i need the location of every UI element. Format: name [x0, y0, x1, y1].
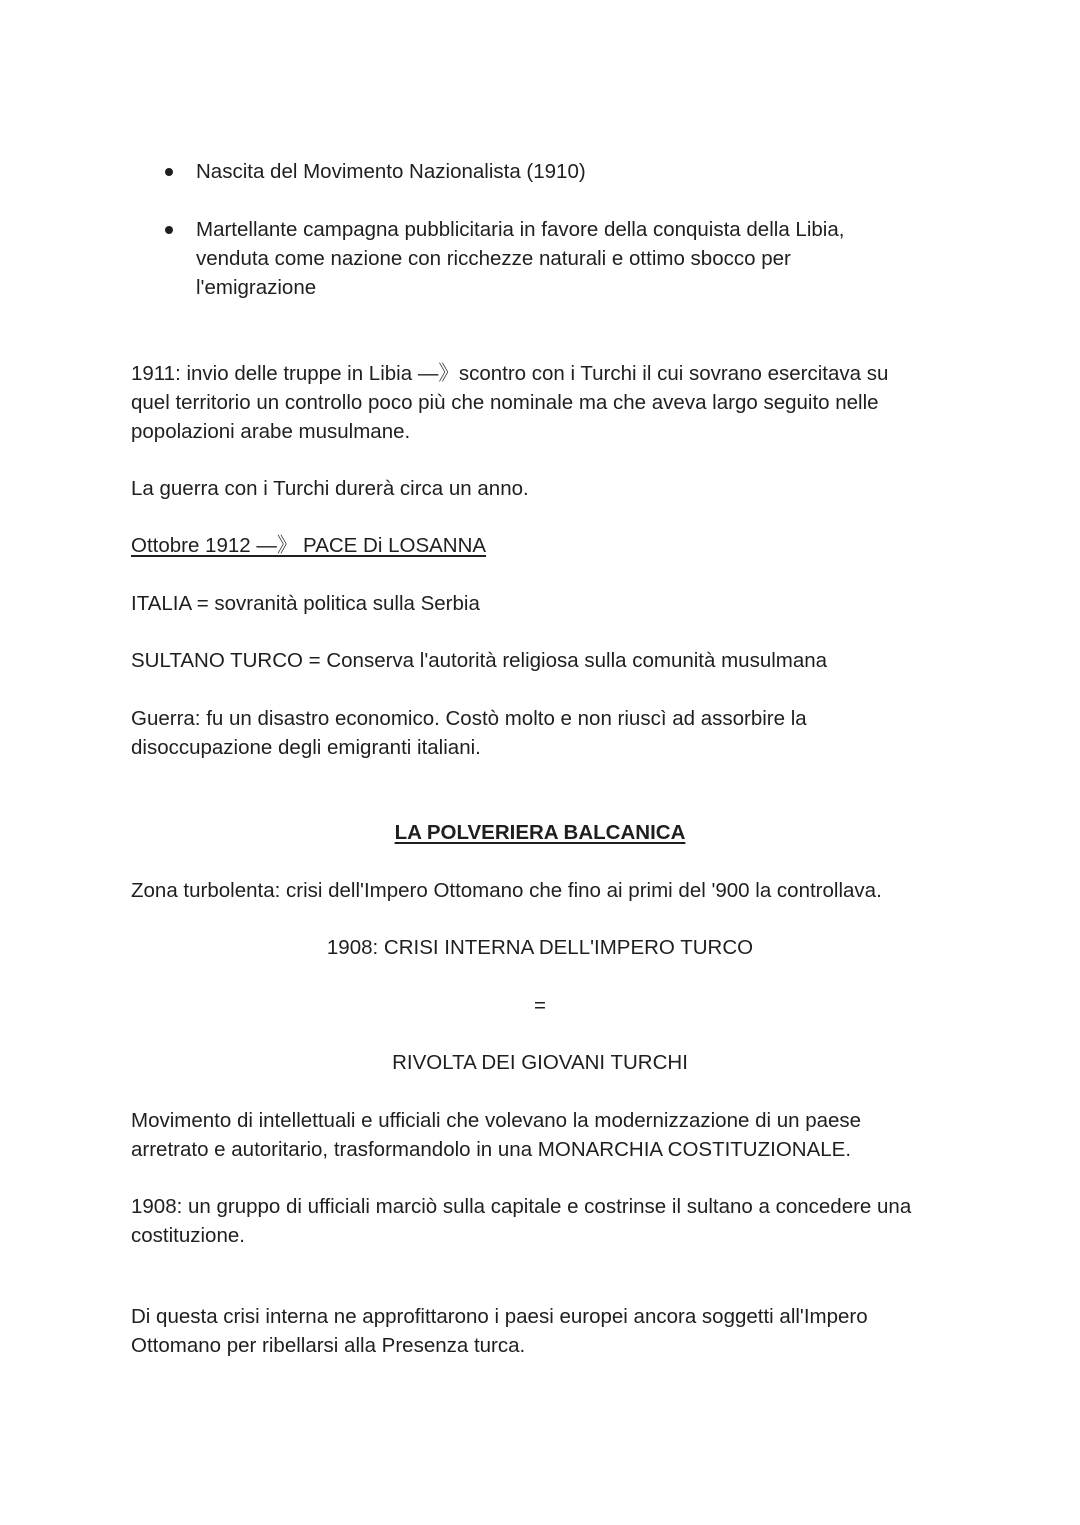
- bullet-text: Martellante campagna pubblicitaria in favore della conquista della Libia, venduta come nazione con ricchezze naturali e ottimo sbocco per l'emigrazione: [196, 218, 845, 299]
- bullet-text: Nascita del Movimento Nazionalista (1910): [196, 160, 586, 183]
- paragraph-sultano: SULTANO TURCO = Conserva l'autorità religiosa sulla comunità musulmana: [131, 649, 828, 672]
- paragraph-movimento: Movimento di intellettuali e ufficiali che volevano la modernizzazione di un paese arretrato e autoritario, trasformandolo in una MONARCHIA COSTITUZIONALE.: [131, 1109, 862, 1161]
- paragraph-guerra-disastro: Guerra: fu un disastro economico. Costò molto e non riuscì ad assorbire la disoccupazione degli emigranti italiani.: [131, 707, 807, 759]
- paragraph-rivolta: RIVOLTA DEI GIOVANI TURCHI: [392, 1051, 688, 1074]
- list-item: [196, 157, 916, 186]
- bullet-icon: [165, 168, 173, 176]
- paragraph-crisi-1908: 1908: CRISI INTERNA DELL'IMPERO TURCO: [326, 936, 754, 959]
- paragraph-guerra-turchi: La guerra con i Turchi durerà circa un anno.: [131, 477, 529, 500]
- paragraph-ufficiali-1908: 1908: un gruppo di ufficiali marciò sulla capitale e costrinse il sultano a concedere una costituzione.: [131, 1195, 912, 1247]
- equals-sign: =: [534, 994, 546, 1017]
- paragraph-zona: Zona turbolenta: crisi dell'Impero Ottomano che fino ai primi del '900 la controllava.: [131, 879, 882, 902]
- list-item: [196, 215, 896, 302]
- paragraph-ribellione: Di questa crisi interna ne approfittarono i paesi europei ancora soggetti all'Impero Ottomano per ribellarsi alla Presenza turca.: [131, 1305, 868, 1357]
- paragraph-pace-losanna: Ottobre 1912 —》 PACE Di LOSANNA: [131, 534, 487, 557]
- bullet-icon: [165, 226, 173, 234]
- paragraph-italia: ITALIA = sovranità politica sulla Serbia: [131, 592, 480, 615]
- section-heading: LA POLVERIERA BALCANICA: [394, 821, 686, 844]
- paragraph-1911: 1911: invio delle truppe in Libia —》scontro con i Turchi il cui sovrano esercitava su quel territorio un controllo poco più che nominale ma che aveva largo seguito nelle popolazioni arabe musulmane.: [131, 362, 889, 443]
